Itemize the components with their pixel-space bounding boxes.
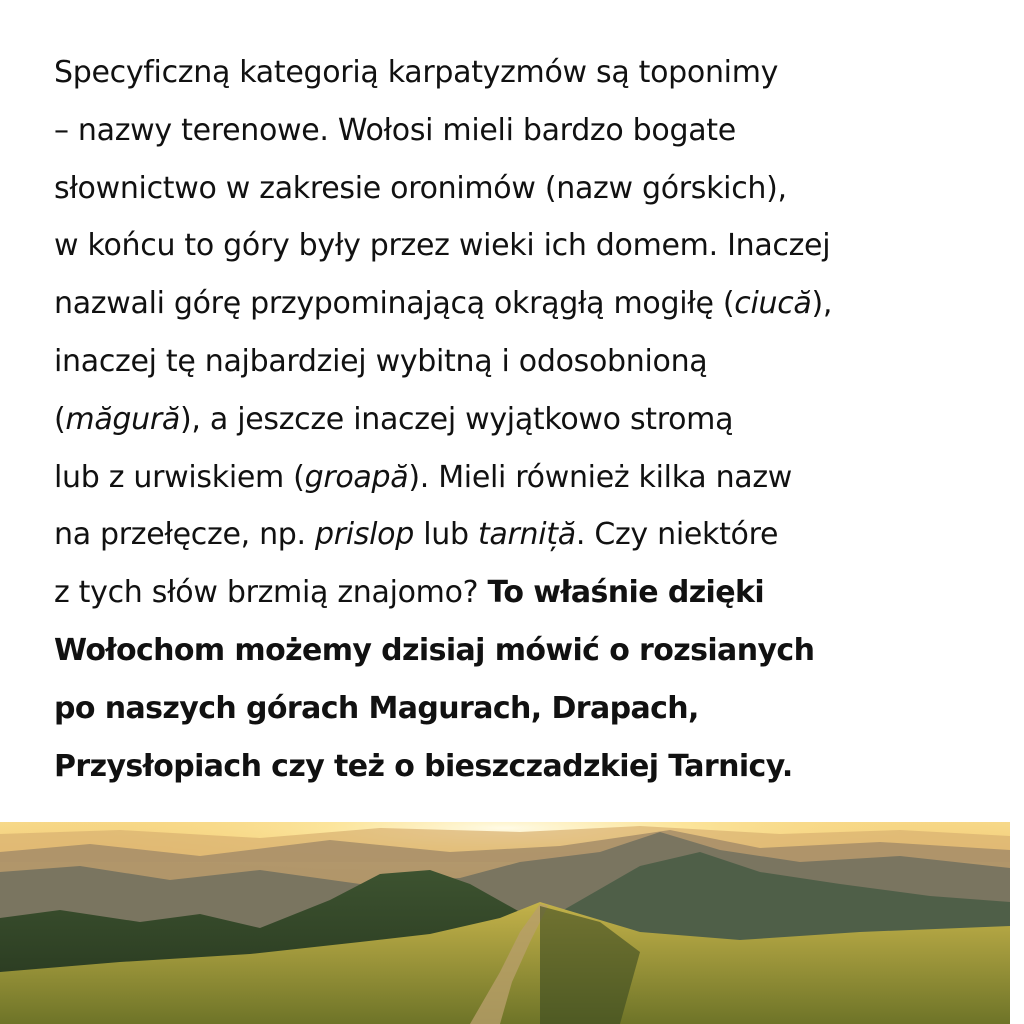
italic-term-groapa: groapă [304,459,409,495]
text-fragment: nazwali górę przypominającą okrągłą mogiłę ( [54,286,735,322]
text-line-12: po naszych górach Magurach, Drapach, [54,690,699,726]
bold-emphasis-start: To właśnie dzięki [487,575,765,611]
body-text [54,44,994,795]
text-line-1: Specyficzną kategorią karpatyzmów są toponimy [54,55,779,90]
text-fragment: lub [413,517,478,553]
text-fragment: ( [54,401,66,437]
italic-term-magura: măgură [65,401,180,437]
text-line-8 [54,449,994,507]
text-fragment: ), a jeszcze inaczej wyjątkowo stromą [180,401,734,437]
text-fragment: na przełęcze, np. [54,517,315,553]
text-line-11: Wołochom możemy dzisiaj mówić o rozsianych [54,632,815,668]
mountain-landscape-illustration [0,822,1010,1024]
text-line-6: inaczej tę najbardziej wybitną i odosobnioną [54,343,708,379]
text-fragment: lub z urwiskiem ( [54,459,305,495]
mountain-landscape-photo [0,822,1010,1024]
text-line-2: – nazwy terenowe. Wołosi mieli bardzo bogate [54,112,736,148]
italic-term-ciuca: ciucă [734,286,812,322]
text-fragment: . Czy niektóre [575,517,779,553]
text-fragment: z tych słów brzmią znajomo? [54,575,488,611]
text-fragment: ). Mieli również kilka nazw [408,459,793,495]
text-line-3: słownictwo w zakresie oronimów (nazw górskich), [54,170,787,206]
text-line-10 [54,564,994,622]
text-line-13: Przysłopiach czy też o bieszczadzkiej Tarnicy. [54,748,793,784]
text-line-7 [54,391,994,449]
text-line-4: w końcu to góry były przez wieki ich domem. Inaczej [54,228,831,264]
text-line-9 [54,506,994,564]
italic-term-tarnita: tarniță [477,517,576,553]
text-fragment: ), [811,286,833,322]
text-line-5 [54,275,994,333]
italic-term-prislop: prislop [315,517,414,553]
